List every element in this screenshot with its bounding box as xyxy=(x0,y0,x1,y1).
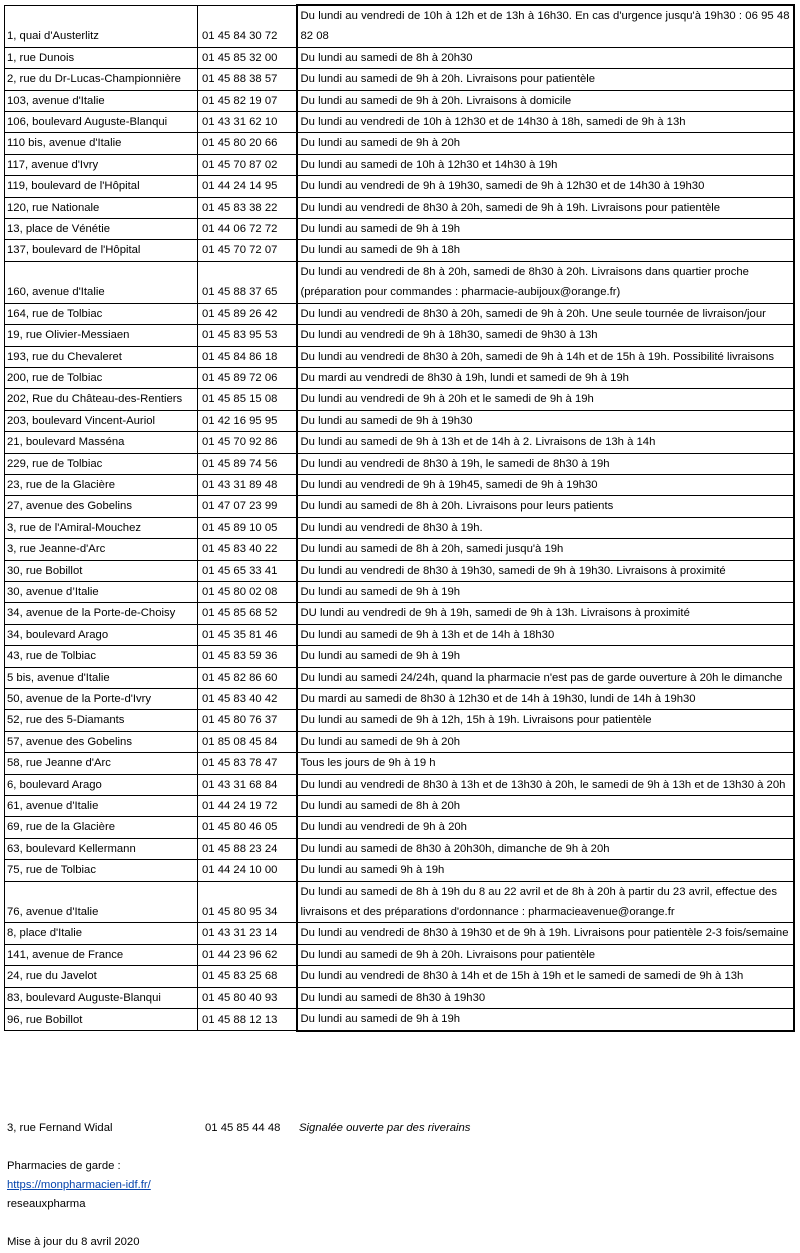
table-row xyxy=(5,219,794,240)
pharmacy-phone: 01 45 35 81 46 xyxy=(198,624,297,645)
table-row xyxy=(5,154,794,175)
pharmacy-address: 83, boulevard Auguste-Blanqui xyxy=(5,987,198,1008)
table-row xyxy=(5,325,794,346)
pharmacy-phone: 01 43 31 68 84 xyxy=(198,774,297,795)
pharmacy-hours: Du lundi au samedi de 9h à 19h xyxy=(297,646,794,667)
table-row xyxy=(5,5,794,47)
pharmacy-hours: Du lundi au samedi 9h à 19h xyxy=(297,860,794,881)
table-row xyxy=(5,474,794,495)
pharmacy-address: 5 bis, avenue d'Italie xyxy=(5,667,198,688)
pharmacy-phone: 01 45 80 76 37 xyxy=(198,710,297,731)
table-row xyxy=(5,860,794,881)
pharmacy-phone: 01 45 80 46 05 xyxy=(198,817,297,838)
pharmacy-hours: Du lundi au samedi de 10h à 12h30 et 14h30 à 19h xyxy=(297,154,794,175)
pharmacy-address: 2, rue du Dr-Lucas-Championnière xyxy=(5,69,198,90)
pharmacy-address: 120, rue Nationale xyxy=(5,197,198,218)
pharmacy-phone: 01 43 31 89 48 xyxy=(198,474,297,495)
pharmacy-hours: Du mardi au samedi de 8h30 à 12h30 et de 14h à 19h30, lundi de 14h à 19h30 xyxy=(297,689,794,710)
table-row xyxy=(5,838,794,859)
pharmacy-hours: Du lundi au vendredi de 8h30 à 19h30 et de 9h à 19h. Livraisons pour patientèle 2-3 fois/semaine xyxy=(297,923,794,944)
table-row xyxy=(5,581,794,602)
pharmacy-hours: Du lundi au vendredi de 8h30 à 13h et de 13h30 à 20h, le samedi de 9h à 13h et de 13h30 à 20h xyxy=(297,774,794,795)
pharmacy-hours: Du lundi au samedi de 9h à 19h xyxy=(297,219,794,240)
pharmacy-hours: Du lundi au vendredi de 10h à 12h et de 13h à 16h30. En cas d'urgence jusqu'à 19h30 : 06 95 48 82 08 xyxy=(297,5,794,47)
table-row xyxy=(5,1009,794,1031)
pharmacy-hours: Du mardi au vendredi de 8h30 à 19h, lundi et samedi de 9h à 19h xyxy=(297,367,794,388)
pharmacy-address: 193, rue du Chevaleret xyxy=(5,346,198,367)
table-row xyxy=(5,689,794,710)
pharmacy-phone: 01 45 80 95 34 xyxy=(198,881,297,923)
pharmacy-phone: 01 44 23 96 62 xyxy=(198,944,297,965)
pharmacy-address: 137, boulevard de l'Hôpital xyxy=(5,240,198,261)
pharmacy-phone: 01 45 80 40 93 xyxy=(198,987,297,1008)
pharmacy-phone: 01 45 83 38 22 xyxy=(198,197,297,218)
pharmacy-phone: 01 45 85 32 00 xyxy=(198,47,297,68)
pharmacy-hours: Du lundi au samedi de 9h à 20h. Livraisons pour patientèle xyxy=(297,69,794,90)
pharmacy-phone: 01 44 24 10 00 xyxy=(198,860,297,881)
pharmacy-address: 96, rue Bobillot xyxy=(5,1009,198,1031)
guard-label: Pharmacies de garde : xyxy=(7,1160,121,1172)
pharmacy-phone: 01 45 80 02 08 xyxy=(198,581,297,602)
pharmacy-address: 229, rue de Tolbiac xyxy=(5,453,198,474)
pharmacy-address: 160, avenue d'Italie xyxy=(5,261,198,303)
pharmacy-address: 141, avenue de France xyxy=(5,944,198,965)
pharmacy-address: 203, boulevard Vincent-Auriol xyxy=(5,410,198,431)
pharmacy-phone: 01 45 89 72 06 xyxy=(198,367,297,388)
pharmacy-hours: Du lundi au samedi de 9h à 19h30 xyxy=(297,410,794,431)
pharmacy-phone: 01 45 88 37 65 xyxy=(198,261,297,303)
pharmacy-address: 3, rue de l'Amiral-Mouchez xyxy=(5,517,198,538)
table-row xyxy=(5,539,794,560)
pharmacy-hours: Du lundi au samedi de 8h à 20h. Livraisons pour leurs patients xyxy=(297,496,794,517)
pharmacy-hours: Tous les jours de 9h à 19 h xyxy=(297,753,794,774)
pharmacy-address: 19, rue Olivier-Messiaen xyxy=(5,325,198,346)
pharmacy-hours: Du lundi au vendredi de 8h à 20h, samedi de 8h30 à 20h. Livraisons dans quartier proche (préparation pour commandes : pharmacie-aubijoux@orange.fr) xyxy=(297,261,794,303)
table-row xyxy=(5,966,794,987)
pharmacy-address: 76, avenue d'Italie xyxy=(5,881,198,923)
pharmacy-table xyxy=(4,4,795,1032)
table-row xyxy=(5,496,794,517)
pharmacy-address: 106, boulevard Auguste-Blanqui xyxy=(5,112,198,133)
table-row xyxy=(5,517,794,538)
pharmacy-hours: Du lundi au vendredi de 9h à 19h30, samedi de 9h à 12h30 et de 14h30 à 19h30 xyxy=(297,176,794,197)
pharmacy-hours: Du lundi au samedi de 9h à 13h et de 14h à 2. Livraisons de 13h à 14h xyxy=(297,432,794,453)
pharmacy-phone: 01 45 85 68 52 xyxy=(198,603,297,624)
pharmacy-hours: Du lundi au samedi de 9h à 20h. Livraisons à domicile xyxy=(297,90,794,111)
table-row xyxy=(5,197,794,218)
pharmacy-address: 23, rue de la Glacière xyxy=(5,474,198,495)
pharmacy-hours: Du lundi au samedi de 9h à 20h xyxy=(297,731,794,752)
pharmacy-address: 202, Rue du Château-des-Rentiers xyxy=(5,389,198,410)
pharmacy-address: 110 bis, avenue d'Italie xyxy=(5,133,198,154)
pharmacy-phone: 01 45 83 59 36 xyxy=(198,646,297,667)
pharmacy-phone: 01 45 83 78 47 xyxy=(198,753,297,774)
table-row xyxy=(5,646,794,667)
table-row xyxy=(5,796,794,817)
pharmacy-address: 3, rue Jeanne-d'Arc xyxy=(5,539,198,560)
pharmacy-hours: Du lundi au samedi de 9h à 13h et de 14h à 18h30 xyxy=(297,624,794,645)
pharmacy-address: 30, rue Bobillot xyxy=(5,560,198,581)
pharmacy-address: 58, rue Jeanne d'Arc xyxy=(5,753,198,774)
pharmacy-hours: Du lundi au samedi de 8h à 19h du 8 au 22 avril et de 8h à 20h à partir du 23 avril, effectue des livraisons et des préparations d'ordonnance : pharmacieavenue@orange.fr xyxy=(297,881,794,923)
pharmacy-phone: 01 45 85 15 08 xyxy=(198,389,297,410)
pharmacy-phone: 01 43 31 23 14 xyxy=(198,923,297,944)
pharmacy-address: 119, boulevard de l'Hôpital xyxy=(5,176,198,197)
pharmacy-address: 13, place de Vénétie xyxy=(5,219,198,240)
pharmacy-hours: Du lundi au vendredi de 8h30 à 19h30, samedi de 9h à 19h30. Livraisons à proximité xyxy=(297,560,794,581)
pharmacy-address: 117, avenue d'Ivry xyxy=(5,154,198,175)
pharmacy-phone: 01 45 83 40 42 xyxy=(198,689,297,710)
pharmacy-phone: 01 45 83 40 22 xyxy=(198,539,297,560)
pharmacy-hours: Du lundi au vendredi de 8h30 à 14h et de 15h à 19h et le samedi de samedi de 9h à 13h xyxy=(297,966,794,987)
pharmacy-hours: Du lundi au vendredi de 9h à 18h30, samedi de 9h30 à 13h xyxy=(297,325,794,346)
pharmacy-address: 61, avenue d'Italie xyxy=(5,796,198,817)
pharmacy-address: 1, quai d'Austerlitz xyxy=(5,5,198,47)
table-row xyxy=(5,410,794,431)
extra-phone: 01 45 85 44 48 xyxy=(205,1122,281,1134)
extra-address: 3, rue Fernand Widal xyxy=(7,1122,113,1134)
pharmacy-hours: Du lundi au vendredi de 8h30 à 20h, samedi de 9h à 14h et de 15h à 19h. Possibilité livraisons xyxy=(297,346,794,367)
pharmacy-table-body xyxy=(5,5,794,1031)
table-row xyxy=(5,731,794,752)
pharmacy-address: 57, avenue des Gobelins xyxy=(5,731,198,752)
pharmacy-phone: 01 45 70 92 86 xyxy=(198,432,297,453)
pharmacy-hours: Du lundi au samedi de 9h à 18h xyxy=(297,240,794,261)
pharmacy-hours: Du lundi au samedi de 9h à 19h xyxy=(297,581,794,602)
table-row xyxy=(5,389,794,410)
pharmacy-hours: Du lundi au samedi de 9h à 20h xyxy=(297,133,794,154)
pharmacy-phone: 01 45 80 20 66 xyxy=(198,133,297,154)
pharmacy-address: 200, rue de Tolbiac xyxy=(5,367,198,388)
pharmacy-phone: 01 45 83 25 68 xyxy=(198,966,297,987)
pharmacy-hours: Du lundi au samedi de 9h à 20h. Livraisons pour patientèle xyxy=(297,944,794,965)
pharmacy-address: 69, rue de la Glacière xyxy=(5,817,198,838)
pharmacy-hours: Du lundi au vendredi de 9h à 20h xyxy=(297,817,794,838)
pharmacy-address: 43, rue de Tolbiac xyxy=(5,646,198,667)
pharmacy-address: 164, rue de Tolbiac xyxy=(5,303,198,324)
pharmacy-hours: Du lundi au samedi de 8h à 20h, samedi jusqu'à 19h xyxy=(297,539,794,560)
table-row xyxy=(5,367,794,388)
pharmacy-hours: Du lundi au vendredi de 8h30 à 19h, le samedi de 8h30 à 19h xyxy=(297,453,794,474)
update-date: Mise à jour du 8 avril 2020 xyxy=(7,1236,140,1248)
pharmacy-address: 50, avenue de la Porte-d'Ivry xyxy=(5,689,198,710)
pharmacy-phone: 01 45 70 72 07 xyxy=(198,240,297,261)
pharmacy-phone: 01 45 82 19 07 xyxy=(198,90,297,111)
pharmacy-hours: Du lundi au vendredi de 9h à 20h et le samedi de 9h à 19h xyxy=(297,389,794,410)
pharmacy-phone: 01 45 89 10 05 xyxy=(198,517,297,538)
pharmacy-phone: 01 45 88 38 57 xyxy=(198,69,297,90)
table-row xyxy=(5,69,794,90)
table-row xyxy=(5,603,794,624)
pharmacy-address: 52, rue des 5-Diamants xyxy=(5,710,198,731)
table-row xyxy=(5,753,794,774)
pharmacy-phone: 01 45 84 30 72 xyxy=(198,5,297,47)
table-row xyxy=(5,303,794,324)
pharmacy-hours: Du lundi au vendredi de 8h30 à 20h, samedi de 9h à 19h. Livraisons pour patientèle xyxy=(297,197,794,218)
pharmacy-address: 63, boulevard Kellermann xyxy=(5,838,198,859)
pharmacy-hours: Du lundi au samedi 24/24h, quand la pharmacie n'est pas de garde ouverture à 20h le dimanche xyxy=(297,667,794,688)
table-row xyxy=(5,133,794,154)
pharmacy-phone: 01 47 07 23 99 xyxy=(198,496,297,517)
table-row xyxy=(5,923,794,944)
pharmacy-address: 75, rue de Tolbiac xyxy=(5,860,198,881)
table-row xyxy=(5,987,794,1008)
table-row xyxy=(5,453,794,474)
table-row xyxy=(5,817,794,838)
extra-pharmacy xyxy=(7,1118,787,1138)
pharmacy-address: 6, boulevard Arago xyxy=(5,774,198,795)
pharmacy-phone: 01 44 24 19 72 xyxy=(198,796,297,817)
pharmacy-hours: Du lundi au samedi de 8h à 20h xyxy=(297,796,794,817)
pharmacy-phone: 01 45 89 74 56 xyxy=(198,453,297,474)
extra-row xyxy=(7,1118,787,1138)
table-row xyxy=(5,176,794,197)
pharmacy-address: 34, boulevard Arago xyxy=(5,624,198,645)
pharmacy-phone: 01 45 88 23 24 xyxy=(198,838,297,859)
pharmacy-phone: 01 85 08 45 84 xyxy=(198,731,297,752)
pharmacy-phone: 01 45 82 86 60 xyxy=(198,667,297,688)
pharmacy-hours: Du lundi au vendredi de 10h à 12h30 et de 14h30 à 18h, samedi de 9h à 13h xyxy=(297,112,794,133)
table-row xyxy=(5,112,794,133)
pharmacy-address: 34, avenue de la Porte-de-Choisy xyxy=(5,603,198,624)
pharmacy-phone: 01 45 88 12 13 xyxy=(198,1009,297,1031)
table-row xyxy=(5,667,794,688)
pharmacy-hours: DU lundi au vendredi de 9h à 19h, samedi de 9h à 13h. Livraisons à proximité xyxy=(297,603,794,624)
table-row xyxy=(5,261,794,303)
table-row xyxy=(5,624,794,645)
table-row xyxy=(5,881,794,923)
guard-link[interactable]: https://monpharmacien-idf.fr/ xyxy=(7,1179,151,1191)
pharmacy-address: 24, rue du Javelot xyxy=(5,966,198,987)
table-row xyxy=(5,774,794,795)
extra-note: Signalée ouverte par des riverains xyxy=(299,1122,471,1134)
table-row xyxy=(5,432,794,453)
pharmacy-phone: 01 42 16 95 95 xyxy=(198,410,297,431)
pharmacy-phone: 01 44 24 14 95 xyxy=(198,176,297,197)
pharmacy-phone: 01 45 84 86 18 xyxy=(198,346,297,367)
pharmacy-phone: 01 45 89 26 42 xyxy=(198,303,297,324)
pharmacy-address: 27, avenue des Gobelins xyxy=(5,496,198,517)
pharmacy-hours: Du lundi au samedi de 9h à 12h, 15h à 19h. Livraisons pour patientèle xyxy=(297,710,794,731)
pharmacy-address: 30, avenue d’Italie xyxy=(5,581,198,602)
table-row xyxy=(5,47,794,68)
pharmacy-address: 21, boulevard Masséna xyxy=(5,432,198,453)
pharmacy-phone: 01 45 65 33 41 xyxy=(198,560,297,581)
pharmacy-hours: Du lundi au vendredi de 8h30 à 20h, samedi de 9h à 20h. Une seule tournée de livraison/jour xyxy=(297,303,794,324)
table-row xyxy=(5,560,794,581)
pharmacy-address: 103, avenue d'Italie xyxy=(5,90,198,111)
pharmacy-phone: 01 44 06 72 72 xyxy=(198,219,297,240)
pharmacy-hours: Du lundi au samedi de 8h30 à 20h30h, dimanche de 9h à 20h xyxy=(297,838,794,859)
pharmacy-hours: Du lundi au vendredi de 9h à 19h45, samedi de 9h à 19h30 xyxy=(297,474,794,495)
pharmacy-address: 8, place d'Italie xyxy=(5,923,198,944)
pharmacy-hours: Du lundi au samedi de 8h à 20h30 xyxy=(297,47,794,68)
table-row xyxy=(5,90,794,111)
pharmacy-phone: 01 45 83 95 53 xyxy=(198,325,297,346)
pharmacy-phone: 01 45 70 87 02 xyxy=(198,154,297,175)
table-row xyxy=(5,240,794,261)
network-label: reseauxpharma xyxy=(7,1198,86,1210)
pharmacy-phone: 01 43 31 62 10 xyxy=(198,112,297,133)
table-row xyxy=(5,710,794,731)
table-row xyxy=(5,346,794,367)
pharmacy-address: 1, rue Dunois xyxy=(5,47,198,68)
pharmacy-hours: Du lundi au vendredi de 8h30 à 19h. xyxy=(297,517,794,538)
pharmacy-hours: Du lundi au samedi de 8h30 à 19h30 xyxy=(297,987,794,1008)
table-row xyxy=(5,944,794,965)
pharmacy-hours: Du lundi au samedi de 9h à 19h xyxy=(297,1009,794,1031)
